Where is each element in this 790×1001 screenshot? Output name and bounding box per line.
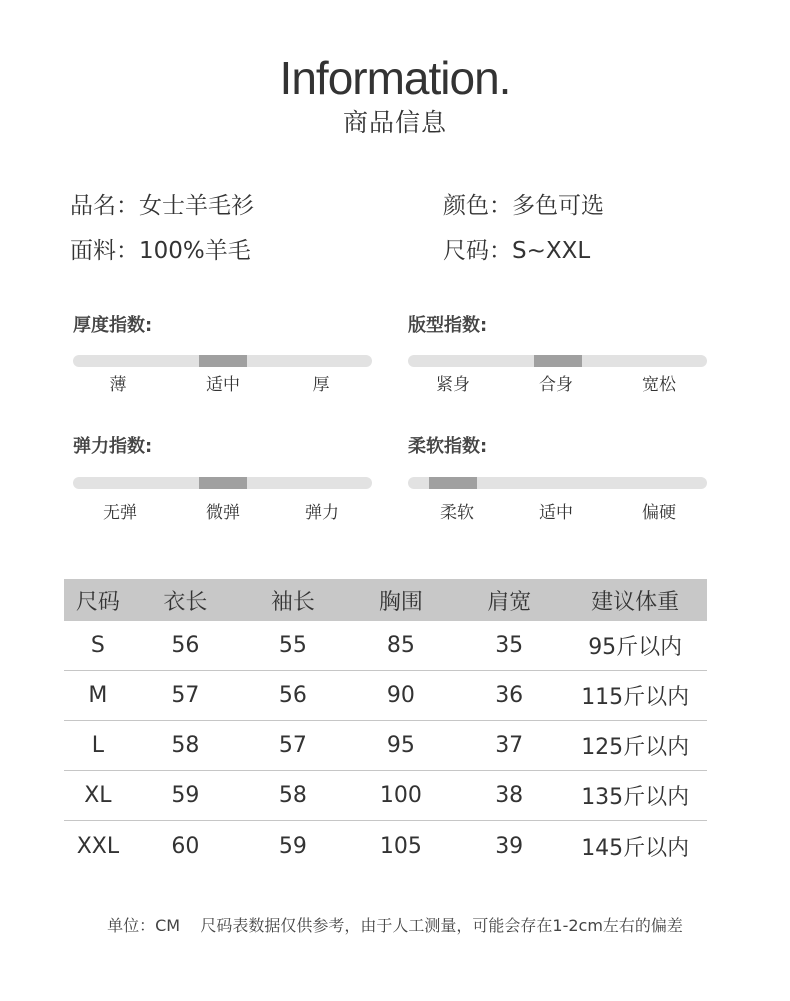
table-row bbox=[64, 771, 707, 821]
header-shoulder: 肩宽 bbox=[487, 589, 532, 615]
product-fabric: 面料：100%羊毛 bbox=[70, 238, 251, 264]
table-cell: 59 bbox=[171, 783, 200, 808]
table-cell: 57 bbox=[171, 683, 200, 708]
table-cell: S bbox=[90, 633, 105, 658]
header-weight: 建议体重 bbox=[591, 589, 680, 615]
table-cell: 56 bbox=[171, 633, 200, 658]
table-cell: 57 bbox=[278, 733, 307, 758]
page-title-cn: 商品信息 bbox=[342, 108, 447, 137]
table-cell: 60 bbox=[171, 833, 200, 859]
metric-thickness-track bbox=[73, 355, 372, 367]
metric-fit-option-regular: 合身 bbox=[539, 375, 573, 395]
metric-elasticity-indicator bbox=[199, 477, 247, 489]
table-cell: XXL bbox=[76, 833, 120, 859]
table-cell: L bbox=[91, 733, 105, 758]
table-row bbox=[64, 821, 707, 871]
metric-fit-title: 版型指数: bbox=[408, 315, 488, 336]
metric-elasticity-option-none: 无弹 bbox=[103, 503, 137, 523]
table-cell: 35 bbox=[495, 633, 524, 658]
table-cell: 37 bbox=[495, 733, 524, 758]
metric-fit-indicator bbox=[534, 355, 582, 367]
product-color: 颜色：多色可选 bbox=[443, 193, 604, 219]
metric-thickness-indicator bbox=[199, 355, 247, 367]
table-cell: 58 bbox=[171, 733, 200, 758]
metric-thickness-option-thick: 厚 bbox=[312, 375, 330, 395]
measurement-note: 单位：CM 尺码表数据仅供参考，由于人工测量，可能会存在1-2cm左右的偏差 bbox=[107, 916, 683, 935]
table-cell: 95斤以内 bbox=[588, 635, 683, 660]
table-cell: XL bbox=[84, 783, 112, 808]
table-cell: 59 bbox=[278, 833, 307, 859]
table-cell: 105 bbox=[379, 833, 422, 859]
size-table-header bbox=[64, 579, 707, 621]
table-cell: 145斤以内 bbox=[581, 835, 690, 861]
table-row bbox=[64, 721, 707, 771]
metric-elasticity-track bbox=[73, 477, 372, 489]
table-cell: 115斤以内 bbox=[581, 685, 690, 710]
product-name: 品名：女士羊毛衫 bbox=[70, 193, 254, 219]
metric-elasticity-option-stretch: 弹力 bbox=[305, 503, 339, 523]
table-cell: 36 bbox=[495, 683, 524, 708]
metric-softness-option-medium: 适中 bbox=[539, 503, 573, 523]
size-table bbox=[64, 579, 707, 871]
metric-fit-option-slim: 紧身 bbox=[436, 375, 470, 395]
table-cell: 56 bbox=[278, 683, 307, 708]
table-cell: 39 bbox=[495, 833, 524, 859]
table-row bbox=[64, 621, 707, 671]
table-cell: 85 bbox=[386, 633, 415, 658]
metric-softness-track bbox=[408, 477, 707, 489]
product-size-range: 尺码：S~XXL bbox=[443, 238, 591, 264]
table-cell: 95 bbox=[386, 733, 415, 758]
metric-softness-title: 柔软指数: bbox=[408, 436, 488, 457]
table-cell: 55 bbox=[278, 633, 307, 658]
table-cell: 125斤以内 bbox=[581, 735, 690, 760]
metric-softness-indicator bbox=[429, 477, 477, 489]
metric-fit-track bbox=[408, 355, 707, 367]
metric-softness-option-soft: 柔软 bbox=[440, 503, 474, 523]
table-row bbox=[64, 671, 707, 721]
table-cell: 100 bbox=[379, 783, 422, 808]
table-cell: M bbox=[88, 683, 108, 708]
metric-softness-option-firm: 偏硬 bbox=[642, 503, 676, 523]
page-title-en: Information. bbox=[279, 52, 511, 104]
table-cell: 58 bbox=[278, 783, 307, 808]
metric-elasticity-title: 弹力指数: bbox=[73, 436, 153, 457]
metric-elasticity-option-slight: 微弹 bbox=[206, 503, 240, 523]
header-size: 尺码 bbox=[75, 589, 120, 615]
header-chest: 胸围 bbox=[378, 589, 423, 615]
table-cell: 90 bbox=[386, 683, 415, 708]
table-cell: 135斤以内 bbox=[581, 785, 690, 810]
metric-fit-option-loose: 宽松 bbox=[642, 375, 676, 395]
metric-thickness-option-thin: 薄 bbox=[109, 375, 127, 395]
table-cell: 38 bbox=[495, 783, 524, 808]
metric-thickness-option-medium: 适中 bbox=[206, 375, 240, 395]
header-sleeve: 袖长 bbox=[270, 589, 315, 615]
metric-thickness-title: 厚度指数: bbox=[73, 315, 153, 336]
header-length: 衣长 bbox=[163, 589, 208, 615]
